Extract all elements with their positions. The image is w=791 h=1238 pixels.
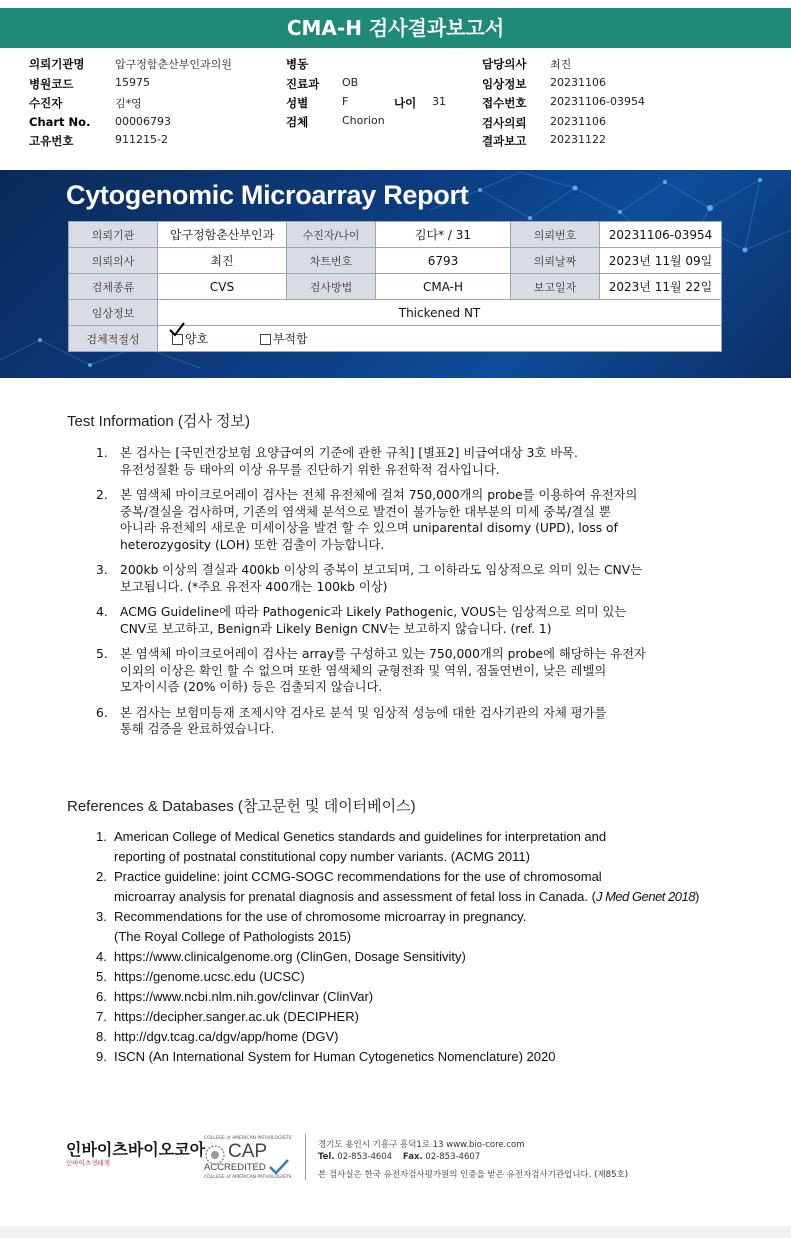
table-header-cell: 검체적절성 bbox=[69, 326, 158, 352]
table-header-cell: 수진자/나이 bbox=[287, 222, 376, 248]
label-age: 나이 bbox=[394, 96, 417, 110]
list-item-line: 200kb 이상의 결실과 400kb 이상의 중복이 보고되며, 그 이하라도 임상적으로 의미 있는 CNV는 bbox=[120, 563, 643, 577]
label-unique-no: 고유번호 bbox=[29, 134, 74, 148]
reference-item bbox=[96, 1027, 756, 1047]
reference-text: https://www.ncbi.nlm.nih.gov/clinvar (ClinVar) bbox=[114, 989, 374, 1004]
table-header-cell: 의뢰기관 bbox=[69, 222, 158, 248]
adequacy-bad-checkbox[interactable] bbox=[260, 334, 271, 345]
reference-line bbox=[114, 907, 756, 927]
value-hospital-code: 15975 bbox=[115, 76, 150, 89]
label-chart-no: Chart No. bbox=[29, 115, 91, 129]
list-item-number: 5. bbox=[96, 647, 108, 661]
reference-text: American College of Medical Genetics standards and guidelines for interpretation and bbox=[114, 829, 607, 844]
list-item-number: 1. bbox=[96, 446, 108, 460]
reference-line bbox=[114, 1027, 756, 1047]
footer-divider bbox=[305, 1134, 306, 1180]
reference-number: 6. bbox=[96, 989, 107, 1004]
cap-accredited-logo bbox=[204, 1134, 314, 1182]
adequacy-cell bbox=[158, 326, 722, 352]
list-item-line: 유전성질환 등 태아의 이상 유무를 진단하기 위한 유전학적 검사입니다. bbox=[120, 462, 500, 477]
reference-line: microarray analysis for prenatal diagnosis and assessment of fetal loss in Canada. (J Med Genet 2018) bbox=[114, 889, 700, 904]
reference-text: http://dgv.tcag.ca/dgv/app/home (DGV) bbox=[114, 1029, 339, 1044]
list-item-line: 본 검사는 [국민건강보험 요양급여의 기준에 관한 규칙] [별표2] 비급여대상 3호 바목. bbox=[120, 446, 578, 460]
list-item-line: 아니라 유전체의 새로운 미세이상을 발견 할 수 있으며 uniparental disomy (UPD), loss of bbox=[120, 521, 618, 535]
list-item bbox=[96, 487, 716, 553]
company-logo-subtitle: 인바이츠생태계 bbox=[66, 1159, 110, 1167]
table-row bbox=[69, 300, 722, 326]
test-info-title: Test Information (검사 정보) bbox=[67, 413, 250, 430]
adequacy-bad-label: 부적합 bbox=[272, 332, 308, 346]
list-item-line: 통해 검증을 완료하였습니다. bbox=[120, 722, 275, 736]
reference-number: 5. bbox=[96, 969, 107, 984]
table-row bbox=[69, 222, 722, 248]
list-item-line: 본 염색체 마이크로어레이 검사는 array를 구성하고 있는 750,000개의 probe에 해당하는 유전자 bbox=[120, 647, 646, 661]
reference-text: https://decipher.sanger.ac.uk (DECIPHER) bbox=[114, 1009, 359, 1024]
clinical-info-value: Thickened NT bbox=[158, 300, 722, 326]
reference-journal: J Med Genet 2018 bbox=[595, 889, 695, 904]
label-reported: 결과보고 bbox=[482, 134, 527, 148]
label-clinical-info: 임상정보 bbox=[482, 77, 527, 91]
reference-line bbox=[114, 947, 756, 967]
table-header-cell: 의뢰번호 bbox=[511, 222, 600, 248]
reference-item bbox=[96, 1007, 756, 1027]
table-header-cell: 차트번호 bbox=[287, 248, 376, 274]
value-institution: 압구정함춘산부인과의원 bbox=[115, 58, 232, 71]
list-item bbox=[96, 562, 716, 595]
value-specimen: Chorion bbox=[342, 114, 385, 127]
label-examinee: 수진자 bbox=[29, 96, 63, 110]
table-cell: 2023년 11월 09일 bbox=[600, 248, 722, 274]
reference-number: 9. bbox=[96, 1049, 107, 1064]
list-item-line: 이외의 이상은 확인 할 수 없으며 또한 염색체의 균형전좌 및 역위, 점돌연변이, 낮은 레벨의 bbox=[120, 663, 607, 678]
reference-number: 4. bbox=[96, 949, 107, 964]
table-cell: CVS bbox=[158, 274, 287, 300]
table-cell: 김다* / 31 bbox=[376, 222, 511, 248]
table-cell: 압구정함춘산부인과 bbox=[158, 222, 287, 248]
footer bbox=[66, 1134, 746, 1184]
label-institution: 의뢰기관명 bbox=[29, 57, 85, 71]
reference-line bbox=[114, 867, 756, 887]
label-doctor: 담당의사 bbox=[482, 57, 527, 71]
table-row bbox=[69, 326, 722, 352]
cap-accredited-text: ACCREDITED bbox=[204, 1162, 266, 1173]
value-chart-no: 00006793 bbox=[115, 115, 171, 128]
list-item bbox=[96, 604, 716, 637]
reference-line bbox=[114, 1007, 756, 1027]
list-item-line: 본 염색체 마이크로어레이 검사는 전체 유전체에 걸쳐 750,000개의 probe를 이용하여 유전자의 bbox=[120, 488, 638, 502]
footer-address: 경기도 용인시 기흥구 흥덕1로 13 www.bio-core.com bbox=[318, 1140, 525, 1150]
reference-item bbox=[96, 947, 756, 967]
table-row bbox=[69, 248, 722, 274]
label-hospital-code: 병원코드 bbox=[29, 77, 74, 91]
reference-text: Recommendations for the use of chromosome microarray in pregnancy. bbox=[114, 909, 527, 924]
table-header-cell: 의뢰날짜 bbox=[511, 248, 600, 274]
footer-certification: 본 검사실은 한국 유전자검사평가원의 인증을 받은 유전자검사기관입니다. (제85호) bbox=[318, 1170, 629, 1180]
table-cell: 2023년 11월 22일 bbox=[600, 274, 722, 300]
reference-number: 2. bbox=[96, 869, 107, 884]
reference-text: microarray analysis for prenatal diagnosis and assessment of fetal loss in Canada. bbox=[114, 889, 589, 904]
list-item bbox=[96, 445, 716, 478]
list-item-line: 모자이시즘 (20% 이하) 등은 검출되지 않습니다. bbox=[120, 680, 383, 694]
table-header-cell: 의뢰의사 bbox=[69, 248, 158, 274]
reference-line bbox=[114, 1047, 756, 1067]
reference-line bbox=[114, 987, 756, 1007]
fax-label: Fax. bbox=[402, 1152, 423, 1162]
list-item-number: 6. bbox=[96, 705, 108, 720]
reference-line bbox=[114, 927, 756, 947]
list-item-line: heterozygosity (LOH) 또한 검출이 가능합니다. bbox=[120, 537, 385, 552]
table-header-cell: 보고일자 bbox=[511, 274, 600, 300]
value-age: 31 bbox=[432, 95, 446, 108]
table-header-cell: 임상정보 bbox=[69, 300, 158, 326]
value-department: OB bbox=[342, 76, 359, 89]
reference-number: 7. bbox=[96, 1009, 107, 1024]
reference-item bbox=[96, 907, 756, 947]
reference-item bbox=[96, 987, 756, 1007]
value-receipt-no: 20231106-03954 bbox=[550, 95, 645, 108]
patient-info-block bbox=[0, 48, 791, 164]
report-banner bbox=[0, 170, 791, 378]
table-row bbox=[69, 274, 722, 300]
reference-line bbox=[114, 847, 756, 867]
value-clinical-info: 20231106 bbox=[550, 76, 606, 89]
reference-text: ISCN (An International System for Human Cytogenetics Nomenclature) 2020 bbox=[114, 1049, 556, 1064]
list-item-number: 2. bbox=[96, 488, 108, 502]
test-info-list bbox=[96, 445, 716, 747]
list-item-line: CNV로 보고하고, Benign과 Likely Benign CNV는 보고하지 않습니다. (ref. 1) bbox=[120, 621, 552, 636]
reference-item bbox=[96, 827, 756, 867]
report-summary-table bbox=[68, 221, 722, 352]
reference-number: 1. bbox=[96, 829, 107, 844]
reference-text: (The Royal College of Pathologists 2015) bbox=[114, 929, 352, 944]
list-item bbox=[96, 705, 716, 738]
value-reported: 20231122 bbox=[550, 133, 606, 146]
references-title: References & Databases (참고문헌 및 데이터베이스) bbox=[67, 798, 416, 815]
list-item-number: 3. bbox=[96, 563, 108, 577]
label-sex: 성별 bbox=[286, 96, 309, 110]
reference-number: 3. bbox=[96, 909, 107, 924]
company-logo: 인바이츠바이오코아 bbox=[66, 1140, 206, 1159]
reference-item bbox=[96, 867, 756, 907]
table-cell: 최진 bbox=[158, 248, 287, 274]
references-list bbox=[96, 827, 756, 1067]
reference-item bbox=[96, 967, 756, 987]
table-cell: 6793 bbox=[376, 248, 511, 274]
table-cell: 20231106-03954 bbox=[600, 222, 722, 248]
tel-value: 02-853-4604 bbox=[337, 1152, 393, 1162]
table-header-cell: 검체종류 bbox=[69, 274, 158, 300]
reference-text: Practice guideline: joint CCMG-SOGC recommendations for the use of chromosomal bbox=[114, 869, 602, 884]
reference-text: https://genome.ucsc.edu (UCSC) bbox=[114, 969, 305, 984]
value-doctor: 최진 bbox=[550, 58, 572, 71]
tel-label: Tel. bbox=[318, 1152, 335, 1162]
label-department: 진료과 bbox=[286, 77, 320, 91]
reference-item bbox=[96, 1047, 756, 1067]
cap-logo-top-text: COLLEGE of AMERICAN PATHOLOGISTS bbox=[204, 1136, 292, 1141]
fax-value: 02-853-4607 bbox=[425, 1152, 481, 1162]
list-item-number: 4. bbox=[96, 605, 108, 619]
table-cell: CMA-H bbox=[376, 274, 511, 300]
reference-number: 8. bbox=[96, 1029, 107, 1044]
reference-text: reporting of postnatal constitutional copy number variants. (ACMG 2011) bbox=[114, 849, 530, 864]
report-title: Cytogenomic Microarray Report bbox=[66, 180, 469, 210]
list-item bbox=[96, 646, 716, 696]
list-item-line: ACMG Guideline에 따라 Pathogenic과 Likely Pathogenic, VOUS는 임상적으로 의미 있는 bbox=[120, 605, 627, 619]
checkmark-icon bbox=[268, 1158, 290, 1176]
value-requested: 20231106 bbox=[550, 115, 606, 128]
table-header-cell: 검사방법 bbox=[287, 274, 376, 300]
reference-text: https://www.clinicalgenome.org (ClinGen, Dosage Sensitivity) bbox=[114, 949, 466, 964]
adequacy-ok-label: 양호 bbox=[185, 332, 209, 346]
page-title: CMA-H 검사결과보고서 bbox=[0, 8, 791, 48]
label-ward: 병동 bbox=[286, 57, 309, 71]
value-examinee: 김*영 bbox=[115, 97, 142, 110]
reference-line bbox=[114, 967, 756, 987]
checkmark-icon bbox=[168, 322, 186, 338]
list-item-line: 본 검사는 보험미등재 조제시약 검사로 분석 및 임상적 성능에 대한 검사기관의 자체 평가를 bbox=[120, 705, 607, 720]
value-sex: F bbox=[342, 95, 349, 108]
label-requested: 검사의뢰 bbox=[482, 116, 527, 130]
cap-logo-bottom-text: COLLEGE of AMERICAN PATHOLOGISTS bbox=[204, 1175, 292, 1180]
label-receipt-no: 접수번호 bbox=[482, 96, 527, 110]
list-item-line: 보고됩니다. (*주요 유전자 400개는 100kb 이상) bbox=[120, 579, 388, 594]
value-unique-no: 911215-2 bbox=[115, 133, 168, 146]
reference-line bbox=[114, 827, 756, 847]
footer-contact bbox=[318, 1152, 480, 1162]
label-specimen: 검체 bbox=[286, 115, 309, 129]
list-item-line: 중복/결실을 검사하며, 기존의 염색체 분석으로 발견이 불가능한 대부분의 미세 중복/결실 뿐 bbox=[120, 504, 611, 519]
cap-logo-text: CAP bbox=[228, 1141, 268, 1162]
